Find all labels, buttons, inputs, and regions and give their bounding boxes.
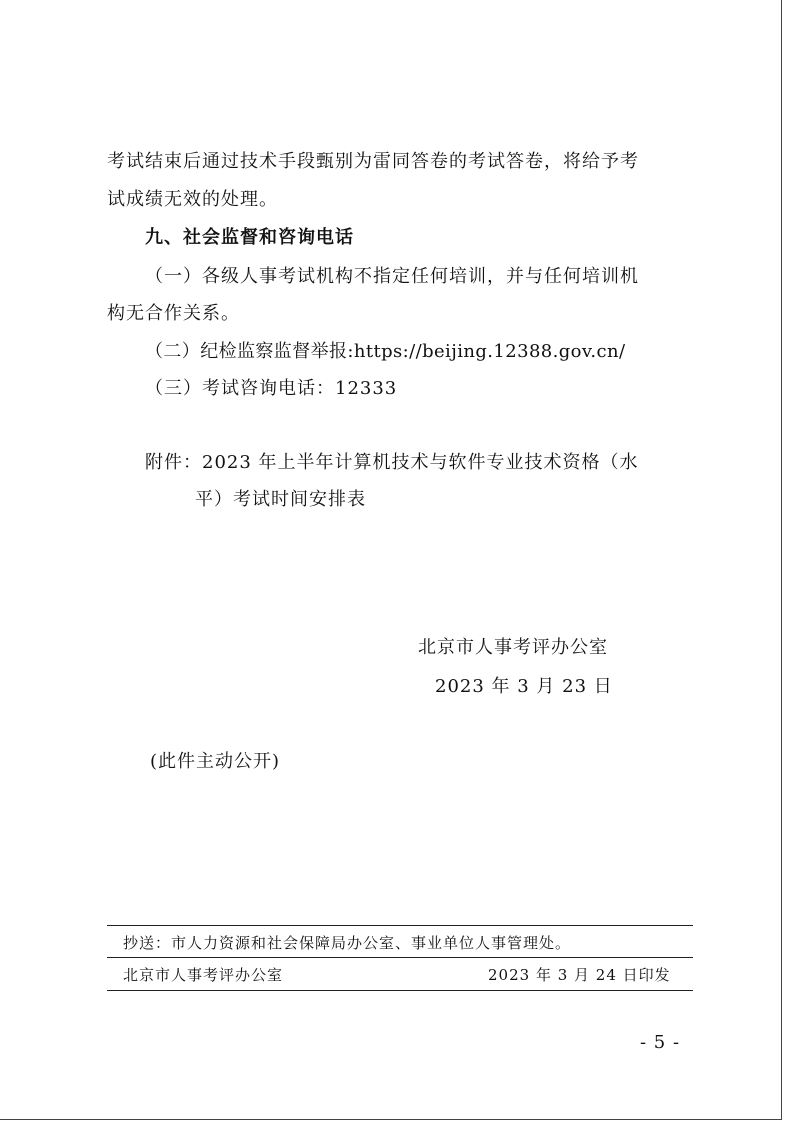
footer-cc-line: 抄送：市人力资源和社会保障局办公室、事业单位人事管理处。 <box>123 934 572 952</box>
item-1-line-2: 构无合作关系。 <box>107 303 240 324</box>
signature-office: 北京市人事考评办公室 <box>418 637 608 658</box>
item-1-line-1: （一）各级人事考试机构不指定任何培训，并与任何培训机 <box>145 266 639 287</box>
disclosure-note: (此件主动公开) <box>150 751 281 772</box>
footer-issuer: 北京市人事考评办公室 <box>123 966 284 984</box>
footer-top-rule <box>107 925 693 926</box>
attachment-line-2: 平）考试时间安排表 <box>195 489 366 510</box>
attachment-line-1: 附件：2023 年上半年计算机技术与软件专业技术资格（水 <box>145 452 639 473</box>
paragraph-continuation-line-1: 考试结束后通过技术手段甄别为雷同答卷的考试答卷，将给予考 <box>107 151 639 172</box>
footer-print-date: 2023 年 3 月 24 日印发 <box>488 966 671 984</box>
item-3-hotline: （三）考试咨询电话：12333 <box>145 378 398 399</box>
paragraph-continuation-line-2: 试成绩无效的处理。 <box>107 189 278 210</box>
footer-middle-rule <box>107 957 693 958</box>
section-heading: 九、社会监督和咨询电话 <box>145 227 354 248</box>
signature-date: 2023 年 3 月 23 日 <box>435 676 613 697</box>
item-2-report-url: （二）纪检监察监督举报:https://beijing.12388.gov.cn/ <box>145 341 626 362</box>
footer-bottom-rule <box>107 990 693 991</box>
page-number: - 5 - <box>640 1032 681 1053</box>
